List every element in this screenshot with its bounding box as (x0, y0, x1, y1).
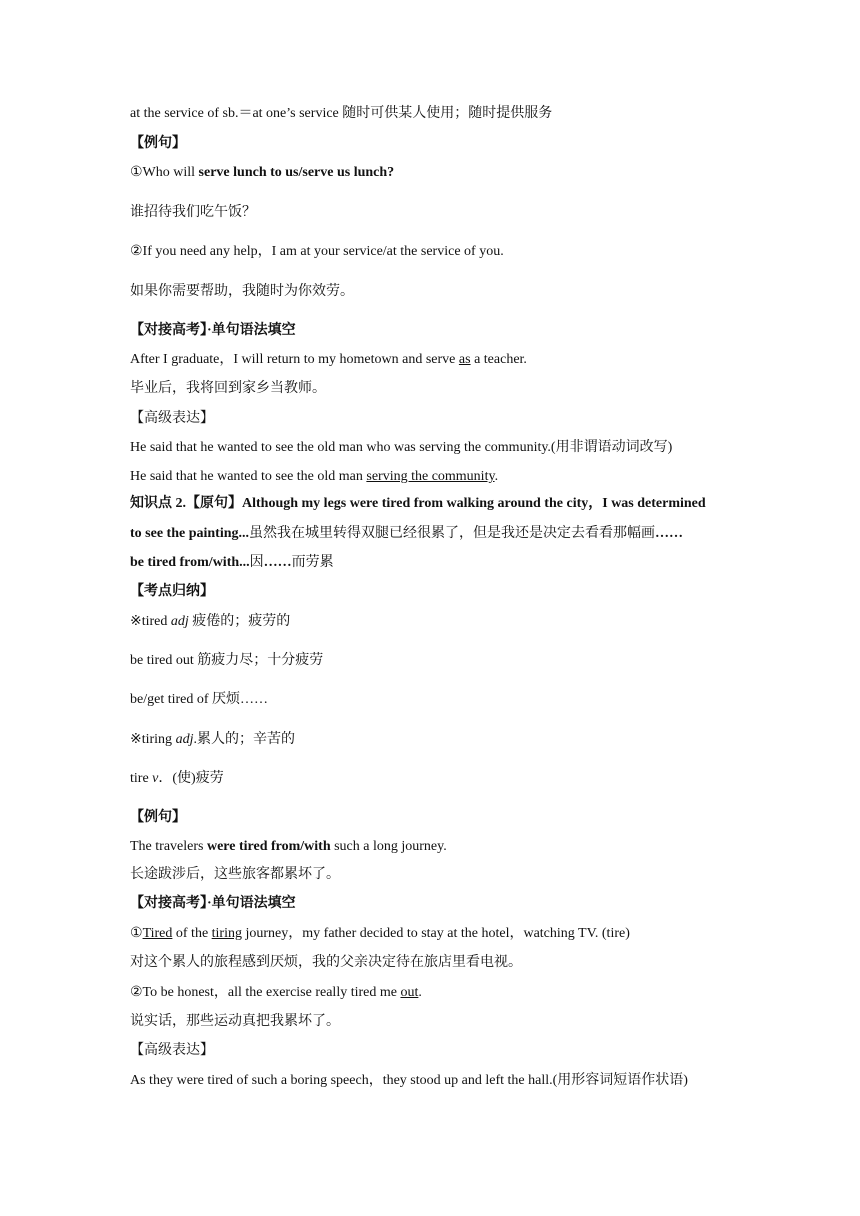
section-heading: 【对接高考】·单句语法填空 (130, 896, 296, 911)
text-line: He said that he wanted to see the old man who was serving the community.(用非谓语动词改写) (130, 440, 673, 455)
text-line: be tired from/with...因……而劳累 (130, 555, 334, 570)
text-line: 谁招待我们吃午饭？ (130, 205, 256, 220)
text-line: 对这个累人的旅程感到厌烦，我的父亲决定待在旅店里看电视。 (130, 955, 522, 970)
section-heading: 【对接高考】·单句语法填空 (130, 323, 296, 338)
section-heading: 【考点归纳】 (130, 584, 214, 599)
text-line: 长途跋涉后，这些旅客都累坏了。 (130, 867, 340, 882)
text-line: After I graduate，I will return to my hometown and serve as a teacher. (130, 352, 527, 367)
section-heading: 【高级表达】 (130, 1043, 214, 1058)
text-line: to see the painting...虽然我在城里转得双腿已经很累了，但是我还是决定去看看那幅画…… (130, 526, 683, 541)
text-line: be/get tired of 厌烦…… (130, 692, 269, 707)
text-line: ①Who will serve lunch to us/serve us lunch? (130, 165, 395, 180)
text-line: at the service of sb.＝at one’s service 随时可供某人使用；随时提供服务 (130, 106, 553, 121)
section-heading: 【例句】 (130, 810, 186, 825)
text-line: As they were tired of such a boring speech，they stood up and left the hall.(用形容词短语作状语) (130, 1073, 688, 1088)
text-line: 如果你需要帮助，我随时为你效劳。 (130, 284, 354, 299)
section-heading: 【例句】 (130, 136, 186, 151)
text-line: ①Tired of the tiring journey，my father decided to stay at the hotel，watching TV. (tire) (130, 926, 630, 941)
text-line: 说实话，那些运动真把我累坏了。 (130, 1014, 340, 1029)
text-line: ※tired adj 疲倦的；疲劳的 (130, 614, 291, 629)
text-line: 毕业后，我将回到家乡当教师。 (130, 381, 326, 396)
knowledge-point-heading: 知识点 2.【原句】Although my legs were tired from walking around the city，I was determined (130, 496, 706, 511)
text-line: be tired out 筋疲力尽；十分疲劳 (130, 653, 324, 668)
text-line: He said that he wanted to see the old man serving the community. (130, 469, 499, 484)
section-heading: 【高级表达】 (130, 411, 214, 426)
text-line: ②If you need any help，I am at your service/at the service of you. (130, 244, 504, 259)
text-line: ②To be honest，all the exercise really tired me out. (130, 985, 422, 1000)
text-line: tire v．(使)疲劳 (130, 771, 224, 786)
text-line: ※tiring adj.累人的；辛苦的 (130, 732, 295, 747)
text-line: The travelers were tired from/with such a long journey. (130, 839, 447, 854)
